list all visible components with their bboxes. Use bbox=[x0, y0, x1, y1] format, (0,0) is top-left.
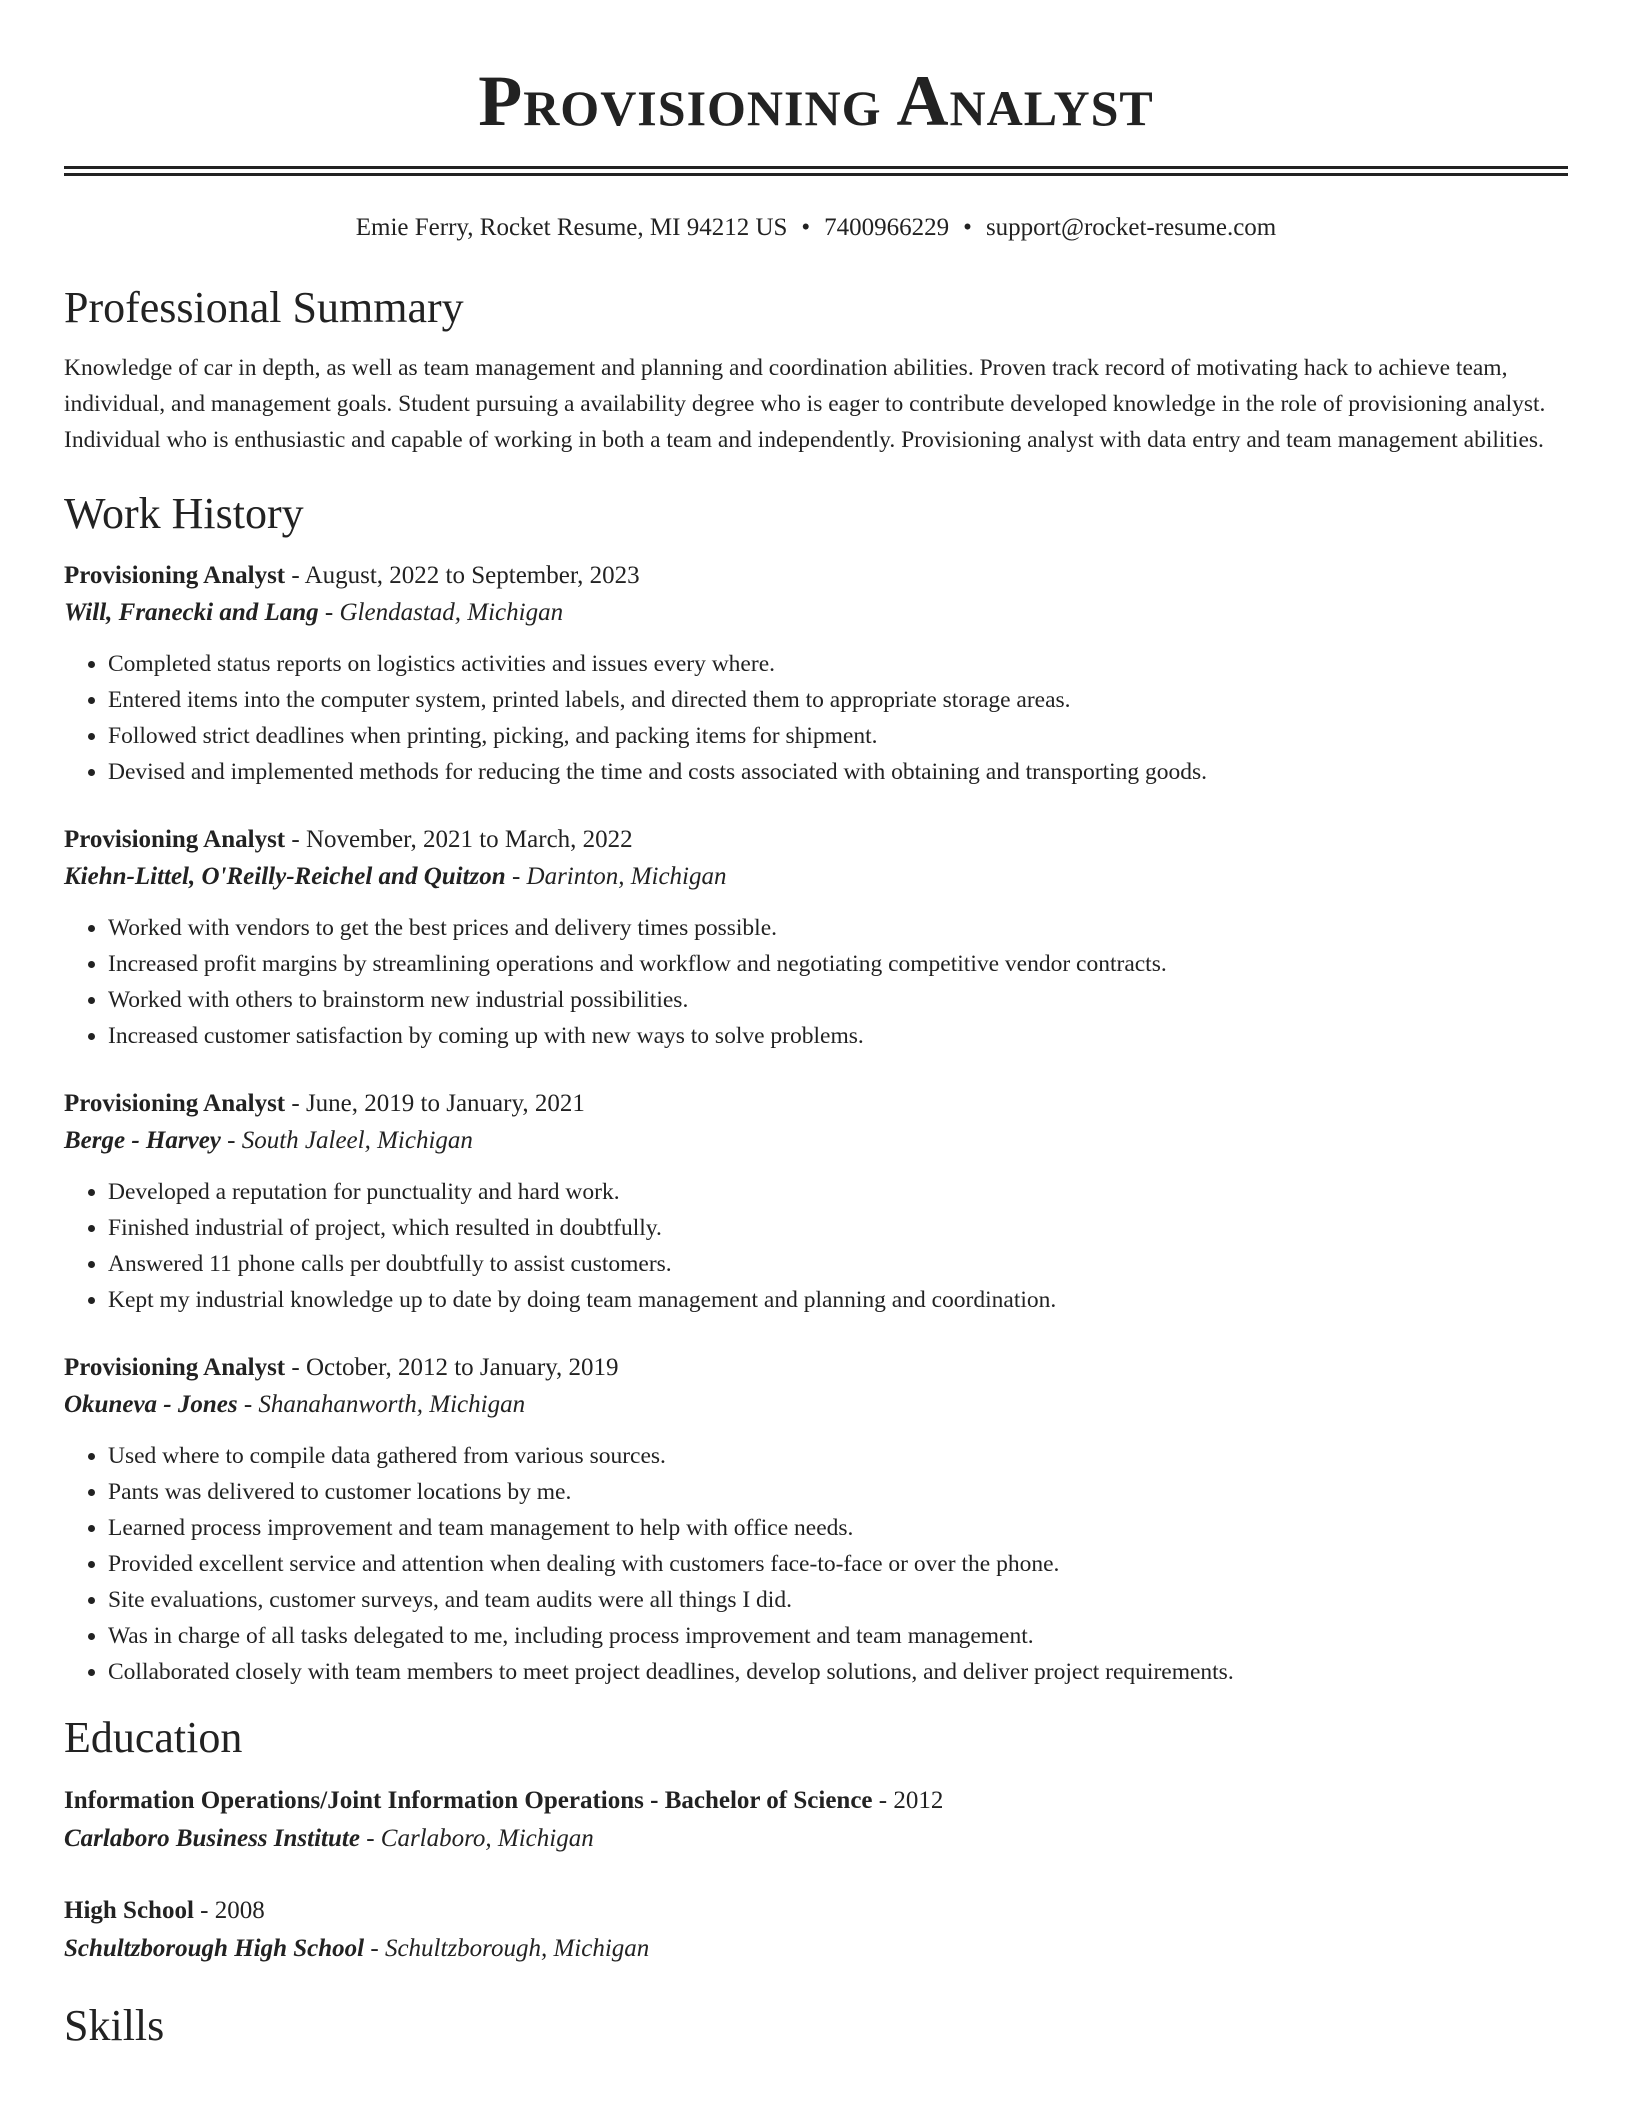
job-company-line bbox=[64, 594, 1568, 632]
job-bullet: • Worked with vendors to get the best prices and delivery times possible. bbox=[108, 910, 1568, 946]
contact-line bbox=[64, 212, 1568, 244]
education-school-line bbox=[64, 1820, 1568, 1858]
education-year: - 2012 bbox=[872, 1787, 944, 1814]
job-bullet: • Kept my industrial knowledge up to date by doing team management and planning and coordination. bbox=[108, 1282, 1568, 1318]
job-company-line bbox=[64, 858, 1568, 896]
job-title: Provisioning Analyst bbox=[64, 1354, 286, 1381]
education-location: - Carlaboro, Michigan bbox=[359, 1825, 594, 1852]
job-location: - Darinton, Michigan bbox=[505, 863, 727, 890]
job-bullet: • Pants was delivered to customer locations by me. bbox=[108, 1474, 1568, 1510]
education-heading: Education bbox=[64, 1713, 243, 1762]
job-entry bbox=[64, 1350, 1568, 1690]
job-bullet: • Learned process improvement and team management to help with office needs. bbox=[108, 1510, 1568, 1546]
job-bullet: • Finished industrial of project, which resulted in doubtfully. bbox=[108, 1210, 1568, 1246]
job-dates: - June, 2019 to January, 2021 bbox=[285, 1090, 585, 1117]
job-entry bbox=[64, 558, 1568, 790]
education-section bbox=[64, 1712, 1568, 1968]
job-company: Kiehn-Littel, O'Reilly-Reichel and Quitzon bbox=[64, 863, 506, 890]
header-double-rule bbox=[64, 166, 1568, 176]
job-title: Provisioning Analyst bbox=[64, 826, 286, 853]
job-bullet: • Developed a reputation for punctuality and hard work. bbox=[108, 1174, 1568, 1210]
job-company-line bbox=[64, 1386, 1568, 1424]
job-bullet-list bbox=[64, 910, 1568, 1054]
job-bullet: • Site evaluations, customer surveys, and team audits were all things I did. bbox=[108, 1582, 1568, 1618]
job-bullet: • Provided excellent service and attention when dealing with customers face-to-face or over the phone. bbox=[108, 1546, 1568, 1582]
job-dates: - November, 2021 to March, 2022 bbox=[285, 826, 633, 853]
education-entry bbox=[64, 1782, 1568, 1858]
contact-email: support@rocket-resume.com bbox=[985, 214, 1277, 241]
job-entry bbox=[64, 822, 1568, 1054]
job-company: Will, Franecki and Lang bbox=[64, 599, 319, 626]
job-title-line bbox=[64, 822, 1568, 858]
job-title: Provisioning Analyst bbox=[64, 562, 286, 589]
job-entry bbox=[64, 1086, 1568, 1318]
contact-phone: 7400966229 bbox=[824, 214, 950, 241]
job-bullet: • Was in charge of all tasks delegated to me, including process improvement and team management. bbox=[108, 1618, 1568, 1654]
contact-address: Emie Ferry, Rocket Resume, MI 94212 US bbox=[355, 214, 788, 241]
job-title-line bbox=[64, 1086, 1568, 1122]
education-year: - 2008 bbox=[193, 1897, 265, 1924]
job-title-line bbox=[64, 558, 1568, 594]
summary-heading: Professional Summary bbox=[64, 283, 464, 332]
education-location: - Schultzborough, Michigan bbox=[364, 1935, 650, 1962]
job-bullet: • Collaborated closely with team members to meet project deadlines, develop solutions, and deliver project requirements. bbox=[108, 1654, 1568, 1690]
education-degree: High School bbox=[64, 1897, 194, 1924]
education-school: Schultzborough High School bbox=[64, 1935, 365, 1962]
job-company: Berge - Harvey bbox=[64, 1127, 221, 1154]
job-bullet: • Used where to compile data gathered from various sources. bbox=[108, 1438, 1568, 1474]
job-bullet: • Increased profit margins by streamlining operations and workflow and negotiating competitive vendor contracts. bbox=[108, 946, 1568, 982]
resume-name-heading: Provisioning Analyst bbox=[478, 61, 1154, 141]
education-degree-line bbox=[64, 1782, 1568, 1820]
skills-section bbox=[64, 2000, 1568, 2052]
summary-section bbox=[64, 282, 1568, 458]
job-bullet-list bbox=[64, 1438, 1568, 1690]
job-bullet: • Entered items into the computer system, printed labels, and directed them to appropriate storage areas. bbox=[108, 682, 1568, 718]
education-degree-line bbox=[64, 1892, 1568, 1930]
job-bullet-list bbox=[64, 646, 1568, 790]
education-school-line bbox=[64, 1930, 1568, 1968]
job-bullet: • Increased customer satisfaction by coming up with new ways to solve problems. bbox=[108, 1018, 1568, 1054]
job-dates: - August, 2022 to September, 2023 bbox=[285, 562, 640, 589]
education-school: Carlaboro Business Institute bbox=[64, 1825, 360, 1852]
contact-separator: • bbox=[963, 214, 972, 241]
education-degree: Information Operations/Joint Information Operations - Bachelor of Science bbox=[64, 1787, 873, 1814]
job-bullet: • Completed status reports on logistics activities and issues every where. bbox=[108, 646, 1568, 682]
job-dates: - October, 2012 to January, 2019 bbox=[285, 1354, 619, 1381]
summary-text: Knowledge of car in depth, as well as team management and planning and coordination abilities. Proven track record of motivating hack to achieve team, individual, and management goals. Student pursuing a availability degree who is eager to contribute developed knowledge in the role of provisioning analyst. Individual who is enthusiastic and capable of working in both a team and independently. Provisioning analyst with data entry and team management abilities. bbox=[64, 355, 1546, 453]
job-location: - South Jaleel, Michigan bbox=[220, 1127, 473, 1154]
education-entry bbox=[64, 1892, 1568, 1968]
job-bullet-list bbox=[64, 1174, 1568, 1318]
job-bullet: • Answered 11 phone calls per doubtfully to assist customers. bbox=[108, 1246, 1568, 1282]
job-location: - Glendastad, Michigan bbox=[318, 599, 564, 626]
job-title-line bbox=[64, 1350, 1568, 1386]
job-company-line bbox=[64, 1122, 1568, 1160]
work-history-heading: Work History bbox=[64, 489, 304, 538]
contact-separator: • bbox=[801, 214, 811, 241]
work-history-section bbox=[64, 488, 1568, 1690]
job-title: Provisioning Analyst bbox=[64, 1090, 286, 1117]
job-location: - Shanahanworth, Michigan bbox=[237, 1391, 526, 1418]
job-company: Okuneva - Jones bbox=[64, 1391, 238, 1418]
job-bullet: • Devised and implemented methods for reducing the time and costs associated with obtaining and transporting goods. bbox=[108, 754, 1568, 790]
skills-heading: Skills bbox=[64, 2001, 165, 2050]
job-bullet: • Worked with others to brainstorm new industrial possibilities. bbox=[108, 982, 1568, 1018]
job-bullet: • Followed strict deadlines when printing, picking, and packing items for shipment. bbox=[108, 718, 1568, 754]
